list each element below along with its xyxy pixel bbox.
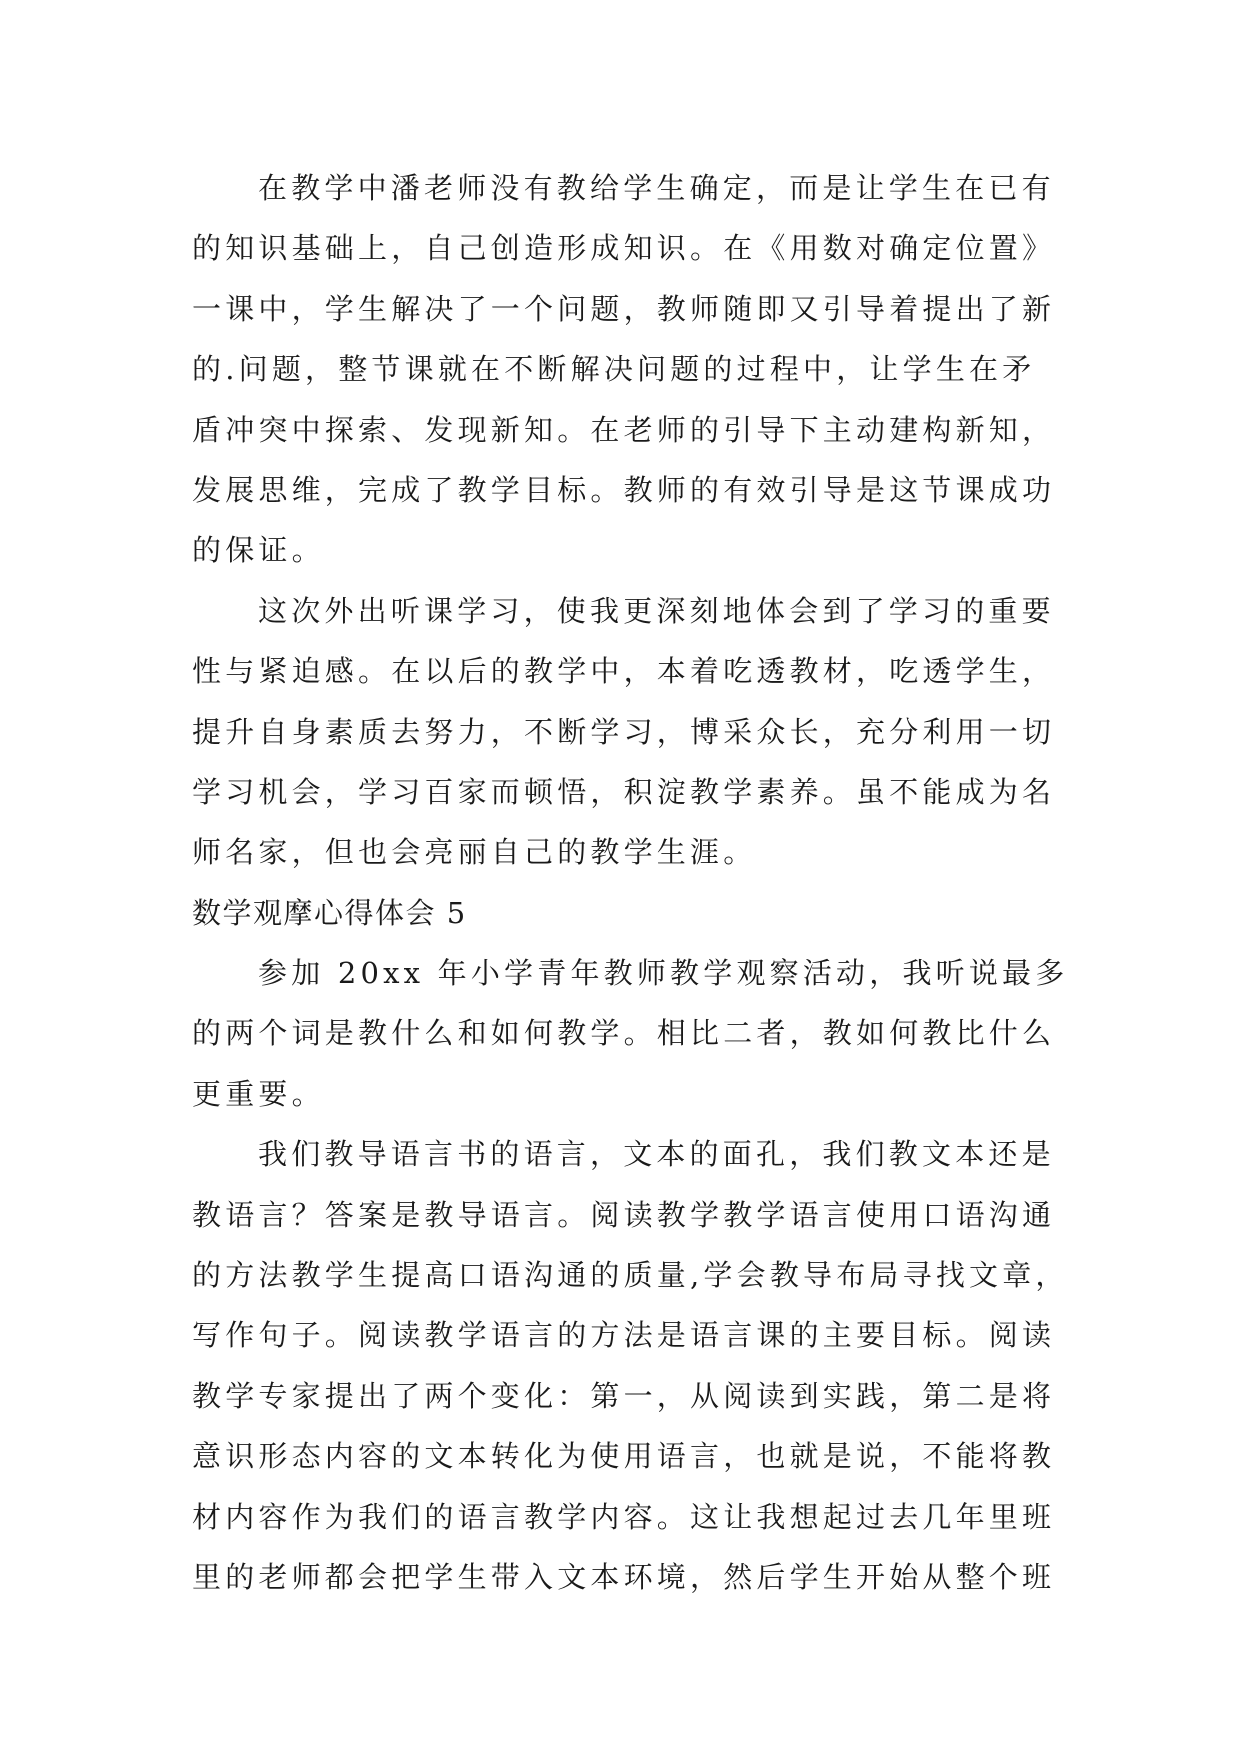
paragraph-line: 教学专家提出了两个变化：第一，从阅读到实践，第二是将	[192, 1378, 1056, 1413]
paragraph-line: 的两个词是教什么和如何教学。相比二者，教如何教比什么	[192, 1016, 1056, 1051]
paragraph-line: 写作句子。阅读教学语言的方法是语言课的主要目标。阅读	[192, 1318, 1056, 1353]
paragraph-line: 意识形态内容的文本转化为使用语言，也就是说，不能将教	[192, 1439, 1056, 1474]
paragraph-line: 学习机会，学习百家而顿悟，积淀教学素养。虽不能成为名	[192, 774, 1056, 809]
section-heading: 数学观摩心得体会 5	[192, 895, 467, 930]
paragraph-line: 参加 20xx 年小学青年教师教学观察活动，我听说最多	[258, 956, 1069, 991]
paragraph-line: 性与紧迫感。在以后的教学中，本着吃透教材，吃透学生，	[192, 654, 1056, 689]
paragraph-line: 材内容作为我们的语言教学内容。这让我想起过去几年里班	[192, 1499, 1056, 1534]
paragraph-line: 师名家，但也会亮丽自己的教学生涯。	[192, 835, 757, 870]
paragraph-line: 的方法教学生提高口语沟通的质量,学会教导布局寻找文章，	[192, 1258, 1069, 1293]
paragraph-line: 的.问题，整节课就在不断解决问题的过程中，让学生在矛	[192, 352, 1036, 387]
paragraph-line: 盾冲突中探索、发现新知。在老师的引导下主动建构新知，	[192, 412, 1056, 447]
document-body	[192, 158, 1069, 1607]
paragraph-line: 里的老师都会把学生带入文本环境，然后学生开始从整个班	[192, 1559, 1056, 1594]
paragraph-line: 发展思维，完成了教学目标。教师的有效引导是这节课成功	[192, 472, 1056, 507]
paragraph-line: 教语言？答案是教导语言。阅读教学教学语言使用口语沟通	[192, 1197, 1056, 1232]
paragraph-line: 提升自身素质去努力，不断学习，博采众长，充分利用一切	[192, 714, 1056, 749]
paragraph-line: 一课中，学生解决了一个问题，教师随即又引导着提出了新	[192, 291, 1056, 326]
paragraph-line: 我们教导语言书的语言，文本的面孔，我们教文本还是	[258, 1137, 1055, 1172]
paragraph-line: 的知识基础上，自己创造形成知识。在《用数对确定位置》	[192, 231, 1056, 266]
paragraph-line: 的保证。	[192, 533, 325, 568]
paragraph-line: 这次外出听课学习，使我更深刻地体会到了学习的重要	[258, 593, 1055, 628]
paragraph-line: 更重要。	[192, 1076, 325, 1111]
paragraph-line: 在教学中潘老师没有教给学生确定，而是让学生在已有	[258, 171, 1055, 205]
